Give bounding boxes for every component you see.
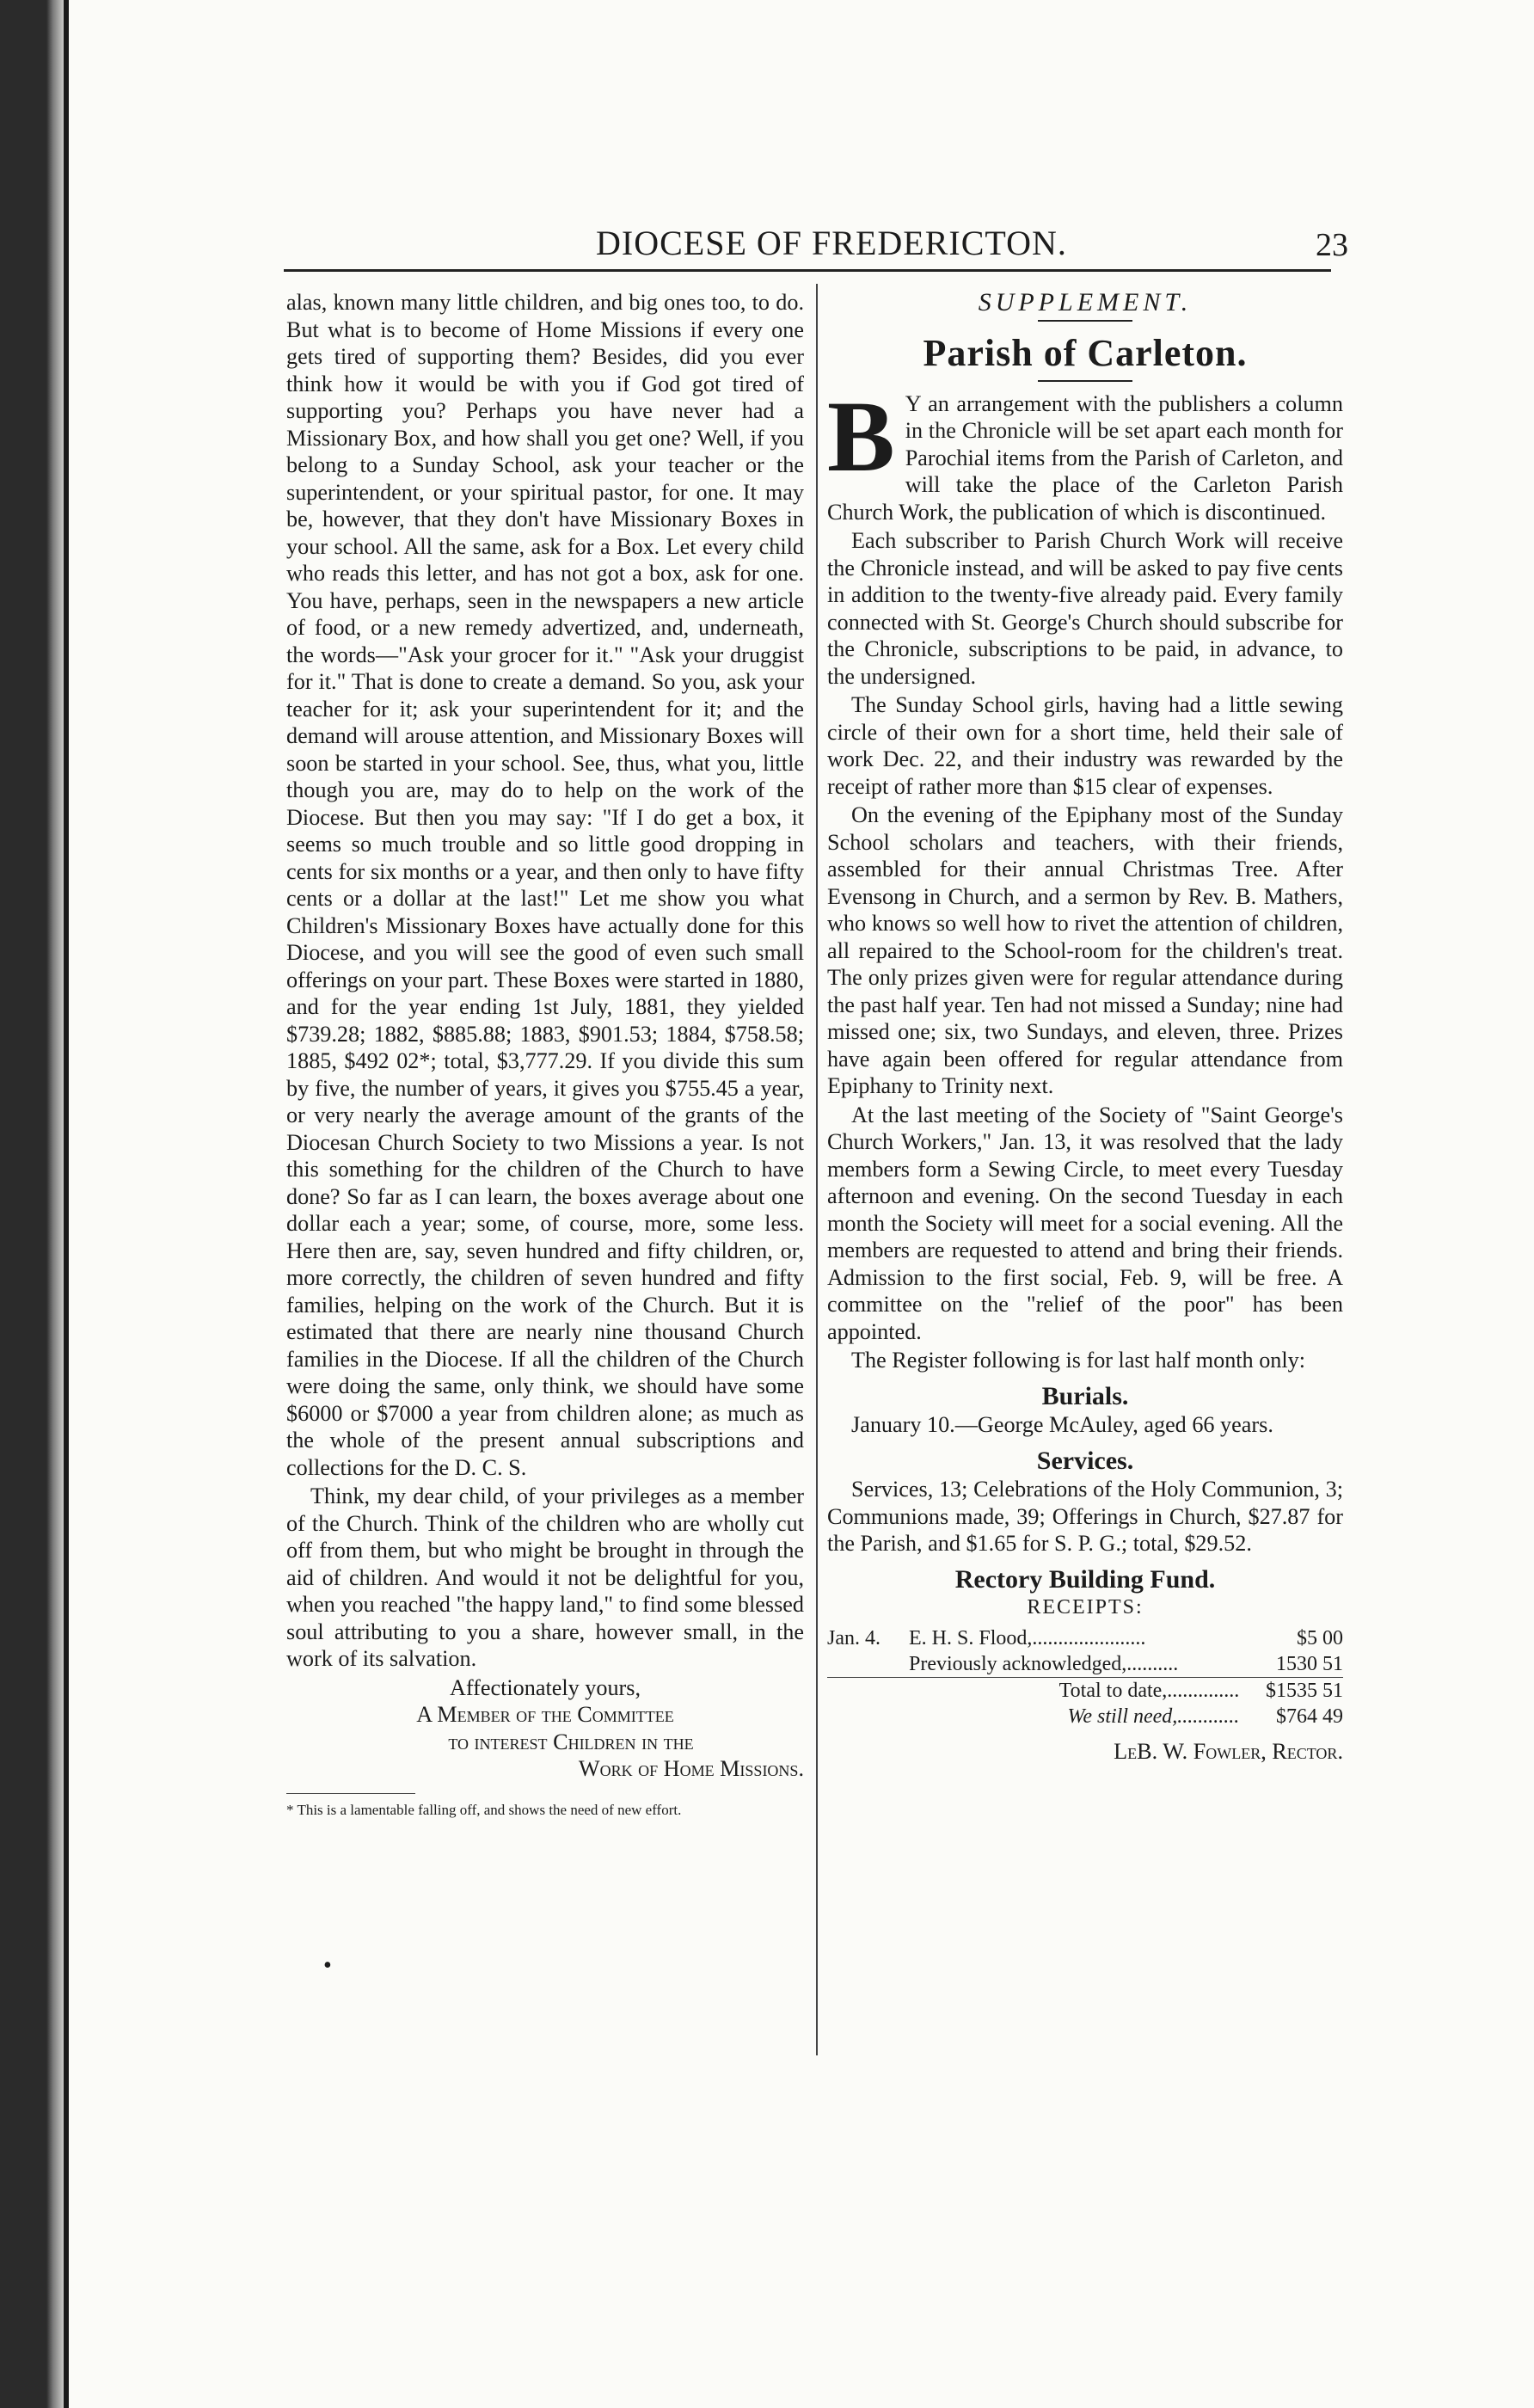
page-number: 23 [1316,227,1348,263]
drop-cap: B [827,379,895,493]
parish-paragraph-5: The Register following is for last half month only: [851,1348,1306,1373]
ledger-label: E. H. S. Flood,...................... [909,1626,1146,1649]
signoff-closing: Affectionately yours, [449,1674,641,1700]
decorative-bullet: • [323,1952,332,1979]
signoff-line-3: Work of Home Missions. [578,1756,804,1781]
ledger-date: Jan. 4. [827,1626,881,1649]
signoff-line-2: to interest Children in the [448,1729,694,1754]
services-text: Services, 13; Celebrations of the Holy Communion, 3; Communions made, 39; Offerings in Church, $27.87 for the Parish, and $1.65 for S. P. G.; total, $29.52. [827,1477,1343,1556]
book-binding-edge [0,0,67,2408]
supplement-heading: SUPPLEMENT. [978,288,1193,316]
signoff [286,1674,804,1783]
header-rule [284,269,1331,272]
ledger-total-amount: $1535 51 [1246,1677,1343,1704]
receipts-heading: RECEIPTS: [1027,1596,1144,1619]
services-heading: Services. [1036,1446,1134,1475]
right-column [827,289,1343,1765]
left-column [286,289,804,1819]
ledger-row [827,1651,1343,1678]
parish-title: Parish of Carleton. [923,331,1248,374]
ledger-amount: 1530 51 [1276,1652,1343,1675]
letter-paragraph-1: alas, known many little children, and big ones too, to do. But what is to become of Home Missions if every one gets tired of supporting them? Besides, did you ever think how it would be with you if God got tired of supporting you? Perhaps you have never had a Missionary Box, and how shall you get one? Well, if you belong to a Sunday School, ask your teacher or the superintendent, or your spiritual pastor, for one. It may be, however, that they don't have Missionary Boxes in your school. All the same, ask for a Box. Let every child who reads this letter, and has not got a box, ask for one. You have, perhaps, seen in the newspapers a new article of food, or a new remedy advertized, and, underneath, the words—"Ask your grocer for it." "Ask your druggist for it." That is done to create a demand. So you, ask your teacher for it; ask your superintendent for it; and the demand will arouse attention, and Missionary Boxes will soon be started in your school. See, thus, what you, little though you are, may do to help on the work of the Diocese. But then you may say: "If I do get a box, it seems so much trouble and so little good dropping in cents for six months or a year, and then only to have fifty cents or a dollar at the last!" Let me show you what Children's Missionary Boxes have actually done for this Diocese, and you will see the good of even such small offerings on your part. These Boxes were started in 1880, and for the year ending 1st July, 1881, they yielded $739.28; 1882, $885.88; 1883, $901.53; 1884, $758.58; 1885, $492 02*; total, $3,777.29. If you divide this sum by five, the number of years, it gives you $755.45 a year, or very nearly the average amount of the grants of the Diocesan Church Society to two Missions a year. Is not this something for the children of the Church to have done? So far as I can learn, the boxes average about one dollar each a year; some, of course, more, some less. Here then are, say, seven hundred and fifty children, or, more correctly, the children of seven hundred and fifty families, helping on the work of the Church. But it is estimated that there are nearly nine thousand Church families in the Diocese. If all the children of the Church were doing the same, only think, we should have some $6000 or $7000 a year from children alone; as much as the whole of the present annual subscriptions and collections for the D. C. S. [286,290,804,1480]
parish-paragraph-4: At the last meeting of the Society of "Saint George's Church Workers," Jan. 13, it was resolved that the lady members form a Sewing Circle, to meet every Tuesday afternoon and evening. On the second Tuesday in each month the Society will meet for a social evening. All the members are requested to attend and bring their friends. Admission to the first social, Feb. 9, will be free. A committee on the "relief of the poor" has been appointed. [827,1102,1343,1344]
title-rule [1038,380,1132,382]
footnote-rule [286,1793,415,1794]
running-title: DIOCESE OF FREDERICTON. [596,224,1067,262]
ledger-total-label: Total to date,.............. [909,1677,1246,1704]
footnote: * This is a lamentable falling off, and shows the need of new effort. [286,1801,682,1818]
intro-paragraph [827,379,1343,526]
ledger-need-label: We still need,............ [1067,1705,1240,1728]
burials-heading: Burials. [1041,1381,1129,1410]
column-divider [816,284,818,2055]
ledger-row [827,1625,1343,1651]
signoff-line-1: A Member of the Committee [416,1702,674,1727]
ledger-label: Previously acknowledged,.......... [909,1652,1179,1675]
fund-heading: Rectory Building Fund. [954,1564,1216,1594]
page-header [0,222,1534,267]
ledger-need-row [827,1704,1343,1729]
ledger-total-row [827,1677,1343,1704]
parish-paragraph-3: On the evening of the Epiphany most of the Sunday School scholars and teachers, with their friends, assembled for their annual Christmas Tree. After Evensong in Church, and a sermon by Rev. B. Mathers, who knows so well how to rivet the attention of children, all repaired to the School-room for the children's treat. The only prizes given were for regular attendance during the past half year. Ten had not missed a Sunday; nine had missed one; six, two Sundays, and eleven, three. Prizes have again been offered for regular attendance from Epiphany to Trinity next. [827,802,1343,1098]
parish-paragraph-1: Each subscriber to Parish Church Work will receive the Chronicle instead, and will be asked to pay five cents in addition to the twenty-five already paid. Every family connected with St. George's Church should subscribe for the Chronicle, subscriptions to be paid, in advance, to the undersigned. [827,528,1343,689]
ledger-amount: $5 00 [1297,1626,1343,1649]
rector-signature: LeB. W. Fowler, Rector. [1114,1738,1343,1764]
supplement-rule [1038,320,1132,322]
ledger-need-amount: $764 49 [1276,1705,1343,1728]
binding-line [64,0,69,2408]
parish-paragraph-2: The Sunday School girls, having had a little sewing circle of their own for a short time, held their sale of work Dec. 22, and their industry was rewarded by the receipt of rather more than $15 clear of expenses. [827,692,1343,799]
fund-ledger [827,1625,1343,1729]
intro-text: Y an arrangement with the publishers a column in the Chronicle will be set apart each month for Parochial items from the Parish of Carleton, and will take the place of the Carleton Parish Church Work, the publication of which is discontinued. [827,390,1343,525]
letter-paragraph-2: Think, my dear child, of your privileges as a member of the Church. Think of the children who are wholly cut off from them, but who might be brought in through the aid of children. And would it not be delightful for you, when you reached "the happy land," to find some blessed soul attributing to you a share, however small, in the work of its salvation. [286,1484,804,1671]
burials-entry: January 10.—George McAuley, aged 66 years. [851,1412,1273,1437]
